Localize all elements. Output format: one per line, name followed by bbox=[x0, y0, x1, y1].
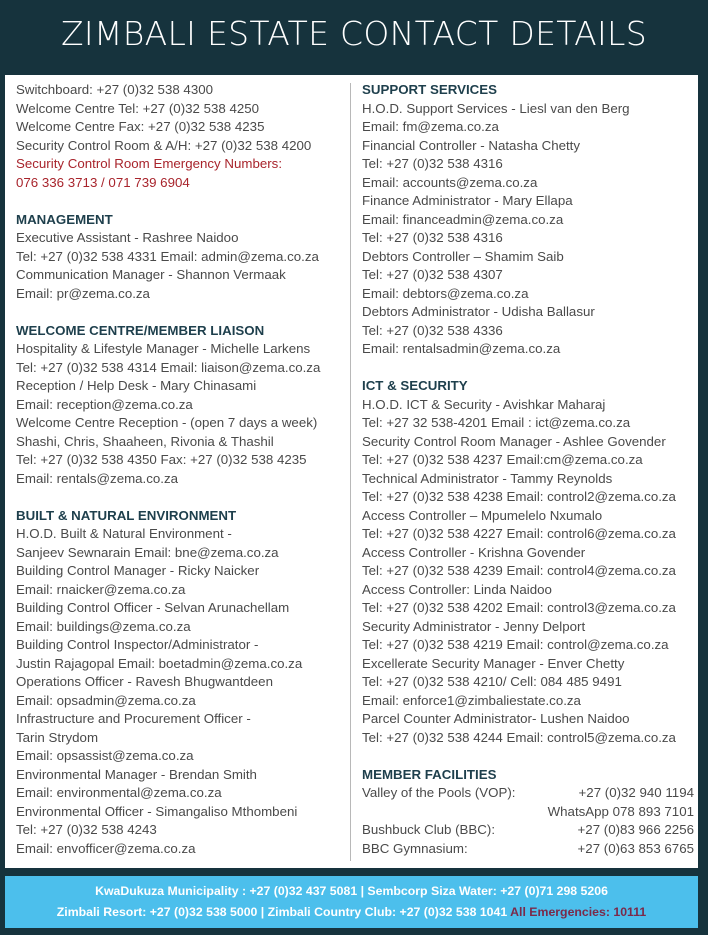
security-control-line: Security Control Room & A/H: +27 (0)32 538 4200 bbox=[16, 137, 312, 153]
contact-line: Email: envofficer@zema.co.za bbox=[16, 840, 196, 856]
contact-line: Financial Controller - Natasha Chetty bbox=[362, 137, 581, 153]
page-title: ZIMBALI ESTATE CONTACT DETAILS bbox=[61, 13, 647, 53]
contact-line: Email: enforce1@zimbaliestate.co.za bbox=[362, 692, 581, 708]
contact-line: Sanjeev Sewnarain Email: bne@zema.co.za bbox=[16, 544, 279, 560]
contact-line: Email: rentalsadmin@zema.co.za bbox=[362, 341, 561, 356]
contact-line: Tarin Strydom bbox=[16, 729, 99, 745]
contact-line: Hospitality & Lifestyle Manager - Michelle Larkens bbox=[16, 341, 311, 356]
section-heading: MANAGEMENT bbox=[16, 211, 113, 227]
member-facilities-section bbox=[362, 766, 694, 859]
contact-panel bbox=[5, 75, 698, 868]
ict-security-section bbox=[362, 377, 694, 747]
contact-line: Email: reception@zema.co.za bbox=[16, 396, 193, 412]
contact-line: Email: rnaicker@zema.co.za bbox=[16, 581, 186, 597]
support-services-section bbox=[362, 81, 694, 359]
left-column bbox=[16, 81, 348, 858]
facility-row bbox=[362, 784, 694, 803]
contact-line: H.O.D. Support Services - Liesl van den Berg bbox=[362, 100, 630, 116]
contact-line: Welcome Centre Reception - (open 7 days a week) bbox=[16, 415, 318, 430]
contact-line: Tel: +27 (0)32 538 4239 Email: control4@zema.co.za bbox=[362, 563, 676, 578]
contact-line: H.O.D. Built & Natural Environment - bbox=[16, 526, 232, 541]
contact-line: Tel: +27 (0)32 538 4227 Email: control6@zema.co.za bbox=[362, 526, 676, 541]
contact-line: Email: fm@zema.co.za bbox=[362, 119, 499, 134]
contact-line: Tel: +27 (0)32 538 4316 bbox=[362, 230, 503, 245]
contact-line: Operations Officer - Ravesh Bhugwantdeen bbox=[16, 674, 273, 689]
section-heading: WELCOME CENTRE/MEMBER LIAISON bbox=[16, 322, 265, 338]
contact-line: Tel: +27 (0)32 538 4331 Email: admin@zema.co.za bbox=[16, 248, 319, 264]
contact-line: Environmental Officer - Simangaliso Mthombeni bbox=[16, 803, 298, 819]
contact-line: Tel: +27 (0)32 538 4316 bbox=[362, 156, 503, 171]
footer-banner bbox=[5, 876, 698, 928]
footer-line-2 bbox=[57, 902, 646, 923]
contact-line: Tel: +27 (0)32 538 4237 Email:cm@zema.co.za bbox=[362, 452, 643, 467]
contact-line: Access Controller: Linda Naidoo bbox=[362, 581, 552, 597]
switchboard-line: Switchboard: +27 (0)32 538 4300 bbox=[16, 82, 214, 97]
footer-line-1: KwaDukuza Municipality : +27 (0)32 437 5081 | Sembcorp Siza Water: +27 (0)71 298 5206 bbox=[95, 884, 608, 898]
contact-line: Infrastructure and Procurement Officer - bbox=[16, 711, 251, 726]
footer-resort-club: Zimbali Resort: +27 (0)32 538 5000 | Zimbali Country Club: +27 (0)32 538 1041 bbox=[56, 905, 508, 919]
management-section bbox=[16, 211, 348, 304]
welcome-tel-line: Welcome Centre Tel: +27 (0)32 538 4250 bbox=[16, 100, 260, 116]
general-contacts bbox=[16, 81, 348, 192]
contact-line: Environmental Manager - Brendan Smith bbox=[16, 766, 257, 782]
facility-label: Bushbuck Club (BBC): bbox=[362, 822, 496, 837]
contact-line: Building Control Manager - Ricky Naicker bbox=[16, 563, 260, 578]
facility-row bbox=[362, 803, 694, 822]
welcome-centre-section bbox=[16, 322, 348, 489]
contact-line: Access Controller – Mpumelelo Nxumalo bbox=[362, 507, 603, 523]
contact-line: Reception / Help Desk - Mary Chinasami bbox=[16, 378, 257, 393]
section-heading: ICT & SECURITY bbox=[362, 378, 468, 393]
contact-line: Debtors Controller – Shamim Saib bbox=[362, 248, 564, 264]
contact-line: Tel: +27 (0)32 538 4336 bbox=[362, 322, 503, 338]
welcome-fax-line: Welcome Centre Fax: +27 (0)32 538 4235 bbox=[16, 119, 265, 134]
contact-line: Tel: +27 (0)32 538 4238 Email: control2@zema.co.za bbox=[362, 489, 676, 504]
contact-line: Shashi, Chris, Shaaheen, Rivonia & Thashil bbox=[16, 433, 274, 449]
facility-label: BBC Gymnasium: bbox=[362, 840, 468, 856]
contact-line: Tel: +27 (0)32 538 4314 Email: liaison@zema.co.za bbox=[16, 359, 321, 375]
contact-line: Finance Administrator - Mary Ellapa bbox=[362, 193, 573, 208]
contact-line: Tel: +27 (0)32 538 4243 bbox=[16, 822, 157, 837]
section-heading: MEMBER FACILITIES bbox=[362, 766, 497, 782]
contact-line: Tel: +27 (0)32 538 4219 Email: control@zema.co.za bbox=[362, 637, 669, 652]
right-column bbox=[362, 81, 694, 858]
contact-line: Email: financeadmin@zema.co.za bbox=[362, 211, 564, 227]
contact-line: Justin Rajagopal Email: boetadmin@zema.co.za bbox=[16, 655, 303, 671]
footer-emergency: All Emergencies: 10111 bbox=[510, 905, 647, 919]
contact-line: Email: environmental@zema.co.za bbox=[16, 785, 222, 800]
section-heading: BUILT & NATURAL ENVIRONMENT bbox=[16, 507, 237, 523]
facility-label: Valley of the Pools (VOP): bbox=[362, 785, 516, 800]
contact-line: Tel: +27 (0)32 538 4210/ Cell: 084 485 9491 bbox=[362, 674, 622, 689]
emergency-numbers: 076 336 3713 / 071 739 6904 bbox=[16, 174, 190, 190]
contact-line: Email: opsassist@zema.co.za bbox=[16, 748, 194, 763]
contact-line: Building Control Officer - Selvan Arunachellam bbox=[16, 600, 290, 615]
contact-line: Technical Administrator - Tammy Reynolds bbox=[362, 470, 613, 486]
contact-line: Executive Assistant - Rashree Naidoo bbox=[16, 230, 239, 245]
contact-line: Excellerate Security Manager - Enver Chetty bbox=[362, 655, 625, 671]
facility-row bbox=[362, 840, 694, 859]
contact-line: H.O.D. ICT & Security - Avishkar Maharaj bbox=[362, 396, 606, 412]
facility-phone: +27 (0)83 966 2256 bbox=[577, 822, 694, 837]
contact-line: Tel: +27 (0)32 538 4244 Email: control5@zema.co.za bbox=[362, 729, 676, 745]
built-environment-section bbox=[16, 507, 348, 859]
contact-line: Email: opsadmin@zema.co.za bbox=[16, 692, 196, 708]
contact-line: Email: debtors@zema.co.za bbox=[362, 285, 529, 301]
contact-line: Parcel Counter Administrator- Lushen Naidoo bbox=[362, 711, 630, 726]
section-heading: SUPPORT SERVICES bbox=[362, 82, 497, 97]
facility-phone: WhatsApp 078 893 7101 bbox=[547, 803, 694, 819]
facility-row bbox=[362, 821, 694, 840]
contact-line: Security Administrator - Jenny Delport bbox=[362, 618, 586, 634]
contact-line: Communication Manager - Shannon Vermaak bbox=[16, 267, 286, 282]
contact-line: Email: buildings@zema.co.za bbox=[16, 618, 191, 634]
facility-phone: +27 (0)63 853 6765 bbox=[577, 840, 694, 856]
contact-line: Debtors Administrator - Udisha Ballasur bbox=[362, 304, 595, 319]
contact-line: Email: rentals@zema.co.za bbox=[16, 470, 179, 486]
contact-line: Building Control Inspector/Administrator - bbox=[16, 637, 259, 652]
emergency-label: Security Control Room Emergency Numbers: bbox=[16, 156, 283, 171]
contact-line: Access Controller - Krishna Govender bbox=[362, 544, 586, 560]
facility-phone: +27 (0)32 940 1194 bbox=[578, 785, 694, 800]
column-divider bbox=[350, 83, 351, 861]
contact-line: Security Control Room Manager - Ashlee Govender bbox=[362, 433, 666, 449]
contact-line: Tel: +27 (0)32 538 4307 bbox=[362, 267, 503, 282]
contact-line: Email: accounts@zema.co.za bbox=[362, 174, 538, 190]
contact-line: Email: pr@zema.co.za bbox=[16, 285, 150, 301]
contact-line: Tel: +27 (0)32 538 4202 Email: control3@zema.co.za bbox=[362, 600, 676, 615]
contact-line: Tel: +27 32 538-4201 Email : ict@zema.co.za bbox=[362, 415, 631, 430]
contact-line: Tel: +27 (0)32 538 4350 Fax: +27 (0)32 538 4235 bbox=[16, 452, 307, 467]
